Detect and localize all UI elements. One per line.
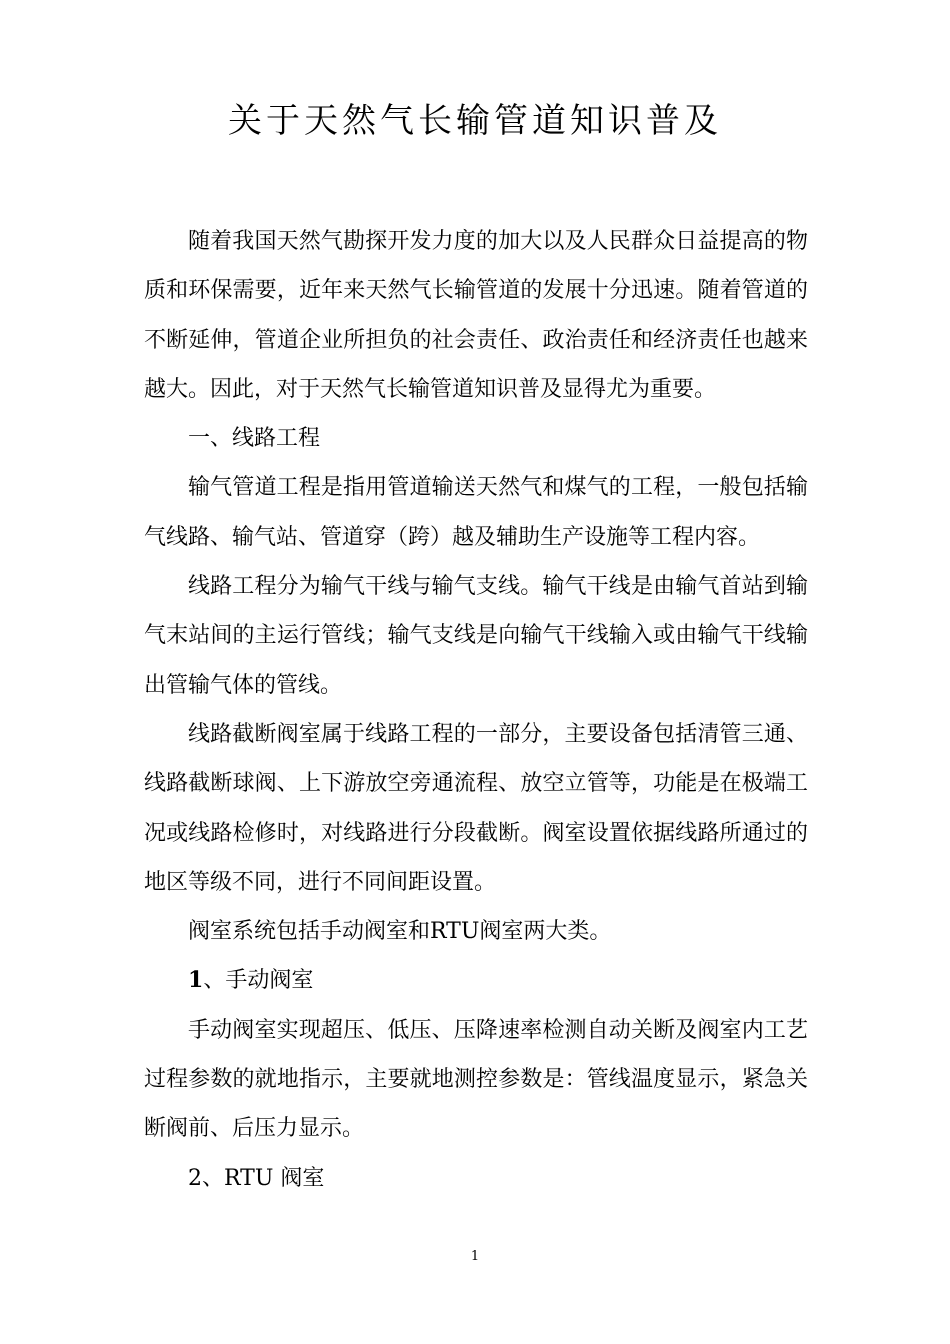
trunk-branch-paragraph: 线路工程分为输气干线与输气支线。输气干线是由输气首站到输气末站间的主运行管线；输气支线是向输气干线输入或由输气干线输出管输气体的管线。	[144, 574, 808, 698]
section-heading-manual-valve	[144, 956, 808, 1005]
section-heading-text: 、手动阀室	[203, 968, 314, 994]
manual-valve-paragraph: 手动阀室实现超压、低压、压降速率检测自动关断及阀室内工艺过程参数的就地指示，主要就地测控参数是：管线温度显示，紧急关断阀前、后压力显示。	[144, 1017, 808, 1142]
intro-paragraph: 随着我国天然气勘探开发力度的加大以及人民群众日益提高的物质和环保需要，近年来天然气长输管道的发展十分迅速。随着管道的不断延伸，管道企业所担负的社会责任、政治责任和经济责任也越来越大。因此，对于天然气长输管道知识普及显得尤为重要。	[144, 229, 808, 402]
section-number: 1	[188, 967, 204, 994]
page-number: 1	[470, 1249, 480, 1264]
document-title: 关于天然气长输管道知识普及	[228, 101, 722, 141]
pipeline-definition-paragraph: 输气管道工程是指用管道输送天然气和煤气的工程，一般包括输气线路、输气站、管道穿（跨）越及辅助生产设施等工程内容。	[144, 475, 808, 550]
document-body	[144, 217, 808, 1203]
valve-system-paragraph: 阀室系统包括手动阀室和RTU阀室两大类。	[188, 919, 612, 945]
section-heading-line-engineering: 一、线路工程	[188, 426, 321, 452]
valve-room-paragraph: 线路截断阀室属于线路工程的一部分，主要设备包括清管三通、线路截断球阀、上下游放空旁通流程、放空立管等，功能是在极端工况或线路检修时，对线路进行分段截断。阀室设置依据线路所通过的地区等级不同，进行不同间距设置。	[144, 721, 808, 895]
section-heading-rtu-valve: 2、RTU 阀室	[188, 1165, 325, 1191]
